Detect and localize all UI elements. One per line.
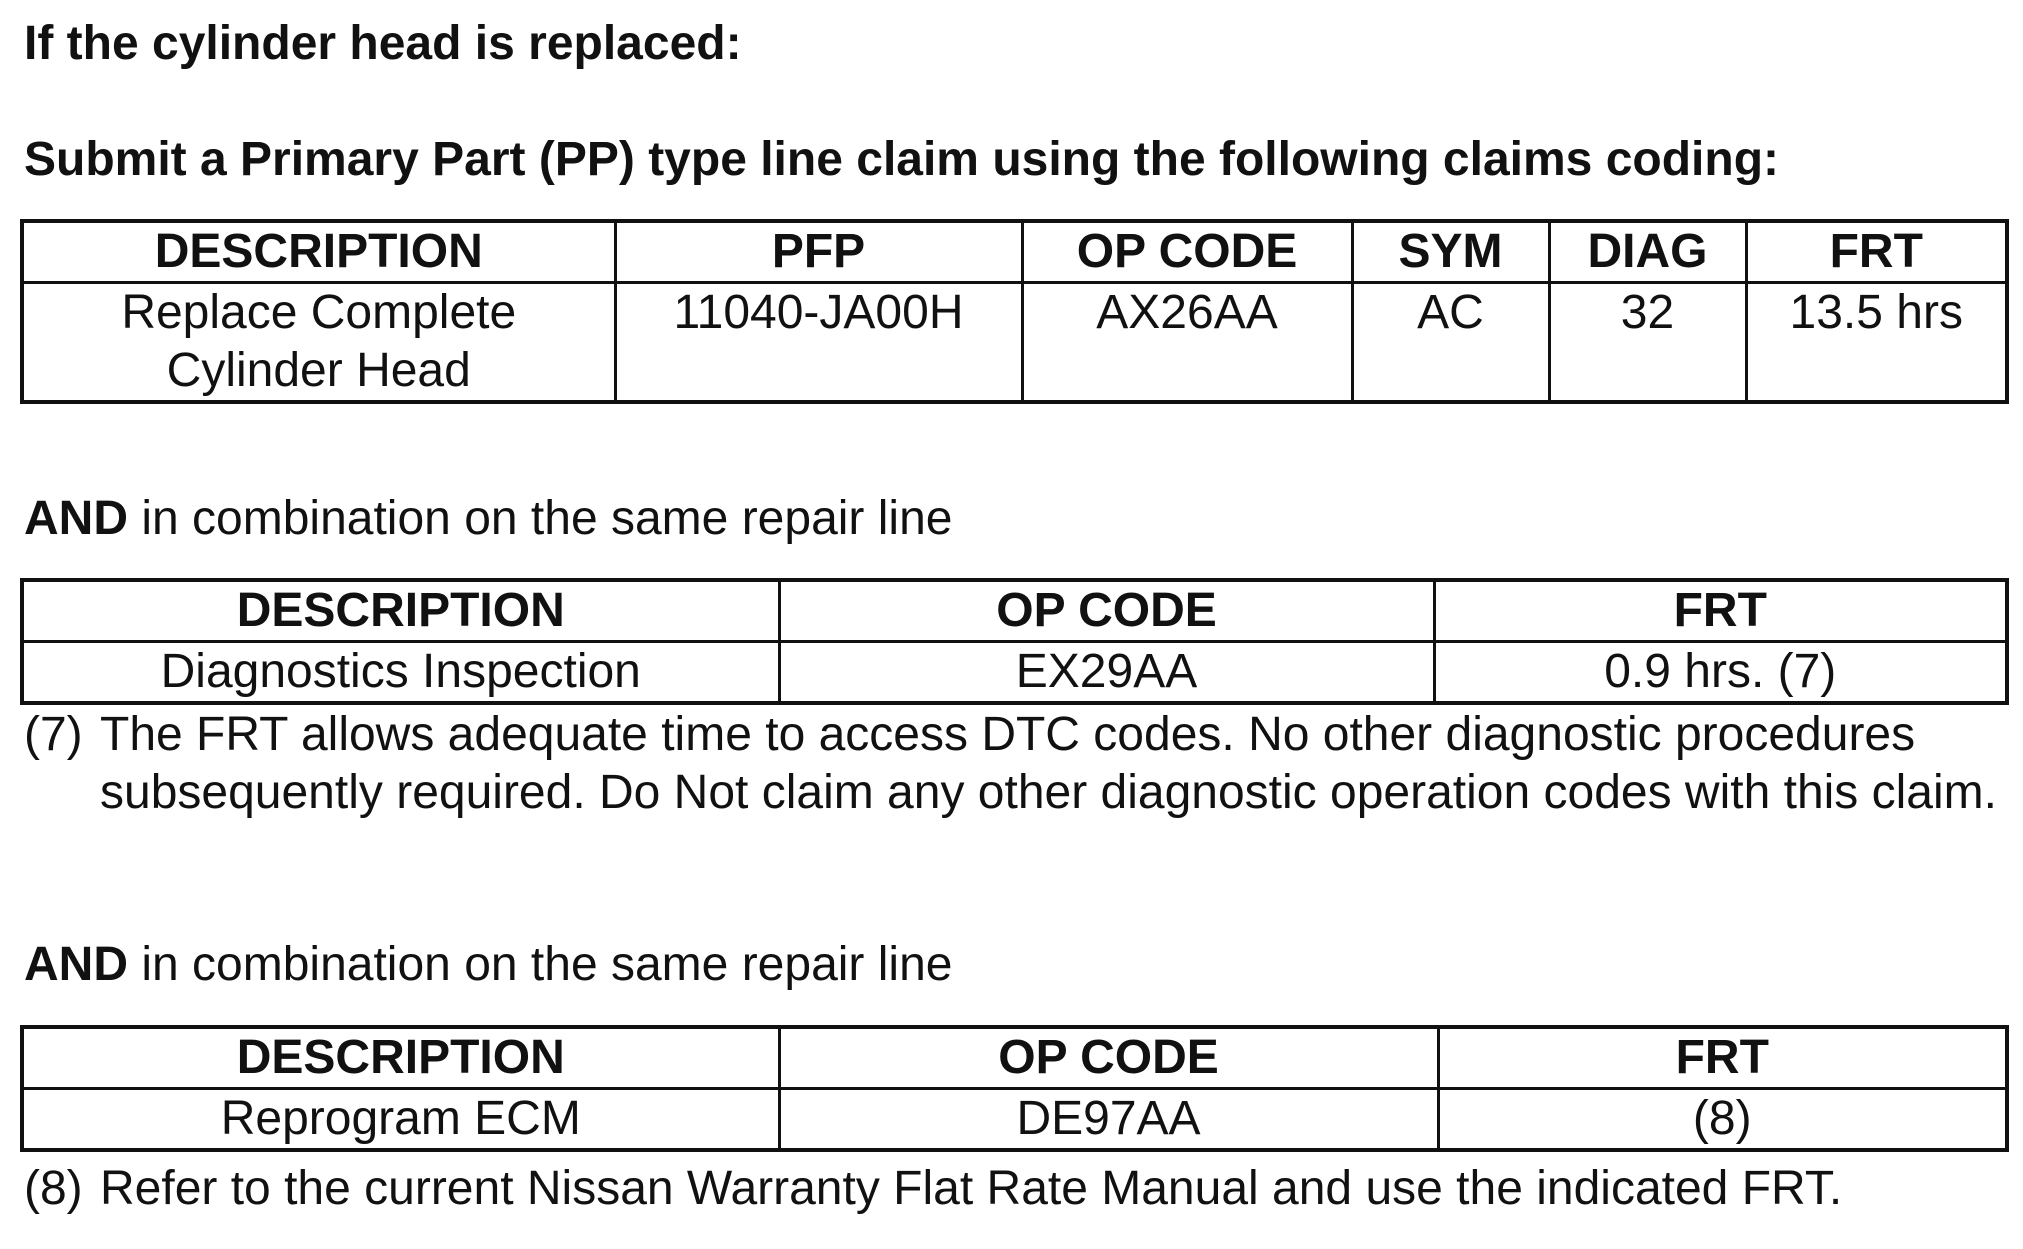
- header-op-code: OP CODE: [779, 580, 1434, 642]
- table-row: [22, 283, 2007, 403]
- header-op-code: OP CODE: [1022, 221, 1352, 283]
- header-frt: FRT: [1434, 580, 2007, 642]
- cell-pfp: 11040-JA00H: [615, 283, 1022, 403]
- footnote-8: [24, 1160, 2009, 1218]
- header-diag: DIAG: [1549, 221, 1746, 283]
- table-row: [22, 642, 2007, 704]
- table-header-row: [22, 221, 2007, 283]
- cell-description: Reprogram ECM: [22, 1089, 779, 1151]
- header-op-code: OP CODE: [779, 1027, 1438, 1089]
- cell-frt: 13.5 hrs: [1746, 283, 2007, 403]
- primary-claim-table: [20, 219, 2009, 404]
- cell-op-code: DE97AA: [779, 1089, 1438, 1151]
- header-description: DESCRIPTION: [22, 221, 615, 283]
- cell-description: [22, 283, 615, 403]
- combination-text: in combination on the same repair line: [128, 492, 953, 545]
- table-row: [22, 1089, 2007, 1151]
- header-pfp: PFP: [615, 221, 1022, 283]
- cell-frt: (8): [1438, 1089, 2007, 1151]
- description-line-2: Cylinder Head: [166, 344, 471, 397]
- footnote-7: [24, 706, 2009, 822]
- cell-frt: 0.9 hrs. (7): [1434, 642, 2007, 704]
- header-description: DESCRIPTION: [22, 580, 779, 642]
- cell-op-code: AX26AA: [1022, 283, 1352, 403]
- cell-diag: 32: [1549, 283, 1746, 403]
- header-sym: SYM: [1352, 221, 1549, 283]
- and-keyword: AND: [24, 938, 128, 991]
- table-header-row: [22, 1027, 2007, 1089]
- table-header-row: [22, 580, 2007, 642]
- reprogram-table: [20, 1025, 2009, 1152]
- diagnostics-table: [20, 578, 2009, 705]
- header-frt: FRT: [1746, 221, 2007, 283]
- footnote-text: The FRT allows adequate time to access DTC codes. No other diagnostic procedures subsequently required. Do Not claim any other diagnostic operation codes with this claim.: [100, 708, 1997, 819]
- cell-op-code: EX29AA: [779, 642, 1434, 704]
- instruction-heading: Submit a Primary Part (PP) type line claim using the following claims coding:: [24, 133, 1779, 186]
- condition-heading: If the cylinder head is replaced:: [24, 17, 742, 70]
- combination-text: in combination on the same repair line: [128, 938, 953, 991]
- footnote-text: Refer to the current Nissan Warranty Flat Rate Manual and use the indicated FRT.: [100, 1162, 1843, 1215]
- footnote-number: (8): [24, 1162, 83, 1215]
- combination-line-2: [24, 937, 952, 993]
- cell-sym: AC: [1352, 283, 1549, 403]
- header-frt: FRT: [1438, 1027, 2007, 1089]
- header-description: DESCRIPTION: [22, 1027, 779, 1089]
- cell-description: Diagnostics Inspection: [22, 642, 779, 704]
- and-keyword: AND: [24, 492, 128, 545]
- description-line-1: Replace Complete: [121, 286, 517, 339]
- combination-line-1: [24, 491, 952, 547]
- footnote-number: (7): [24, 708, 83, 761]
